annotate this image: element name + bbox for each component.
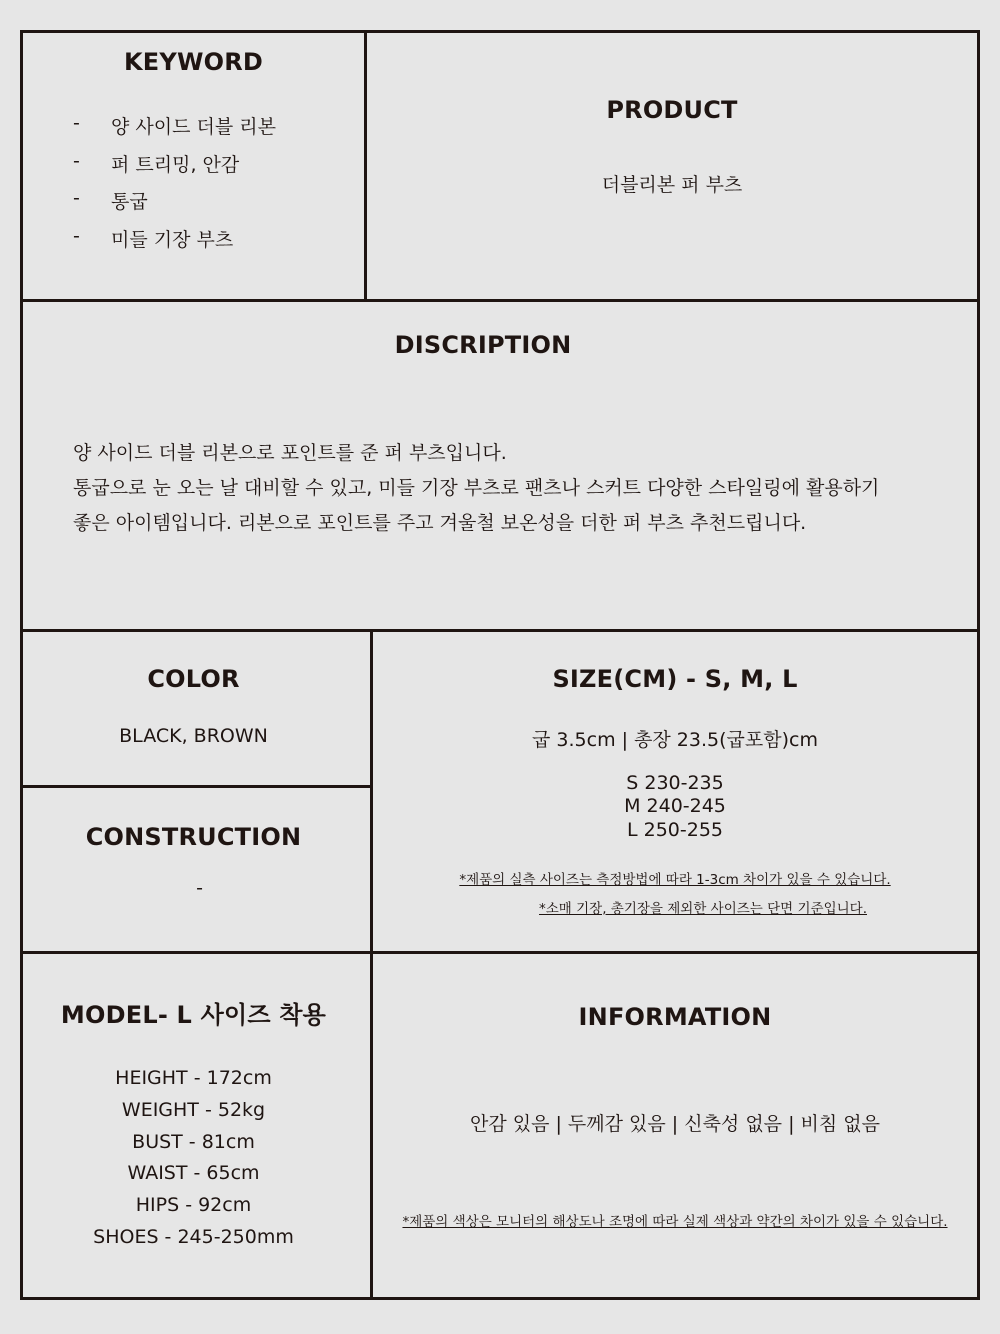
model-section	[23, 954, 370, 1297]
color-value: BLACK, BROWN	[119, 725, 268, 747]
size-note: *소매 기장, 총기장을 제외한 사이즈는 단면 기준입니다.	[539, 901, 867, 917]
model-row: BUST - 81cm	[132, 1131, 255, 1153]
description-section	[23, 302, 977, 629]
color-section	[23, 632, 370, 785]
information-section	[373, 954, 977, 1297]
product-info-sheet	[20, 30, 980, 1300]
construction-title: CONSTRUCTION	[85, 823, 302, 851]
product-title: PRODUCT	[606, 96, 738, 124]
description-line: 통굽으로 눈 오는 날 대비할 수 있고, 미들 기장 부츠로 팬츠나 스커트 다양한 스타일링에 활용하기	[73, 477, 880, 499]
information-value: 안감 있음 | 두께감 있음 | 신축성 없음 | 비침 없음	[470, 1113, 880, 1135]
size-spec: 굽 3.5cm | 총장 23.5(굽포함)cm	[532, 729, 818, 751]
model-row: SHOES - 245-250mm	[93, 1226, 294, 1248]
product-section	[367, 33, 977, 299]
description-line: 양 사이드 더블 리본으로 포인트를 준 퍼 부츠입니다.	[73, 442, 507, 464]
description-line: 좋은 아이템입니다. 리본으로 포인트를 주고 겨울철 보온성을 더한 퍼 부츠 추천드립니다.	[73, 512, 807, 534]
model-row: HIPS - 92cm	[135, 1194, 252, 1216]
information-note: *제품의 색상은 모니터의 해상도나 조명에 따라 실제 색상과 약간의 차이가 있을 수 있습니다.	[402, 1214, 948, 1230]
construction-value: -	[196, 877, 203, 899]
size-row: M 240-245	[624, 795, 726, 817]
product-name: 더블리본 퍼 부츠	[601, 174, 743, 196]
size-title: SIZE(CM) - S, M, L	[552, 665, 798, 693]
model-row: HEIGHT - 172cm	[115, 1067, 272, 1089]
keyword-title: KEYWORD	[123, 48, 264, 76]
color-title: COLOR	[147, 665, 240, 693]
model-row: WEIGHT - 52kg	[121, 1099, 266, 1121]
size-note: *제품의 실측 사이즈는 측정방법에 따라 1-3cm 차이가 있을 수 있습니다.	[459, 872, 891, 888]
information-title: INFORMATION	[578, 1003, 772, 1031]
size-section	[373, 632, 977, 951]
size-row: S 230-235	[626, 772, 724, 794]
size-row: L 250-255	[626, 819, 723, 841]
keyword-section: KEYWORD - 양 사이드 더블 리본 - 퍼 트리밍, 안감 - 통굽 - 미들 기장 부츠	[23, 33, 364, 299]
model-title: MODEL- L 사이즈 착용	[60, 1001, 327, 1029]
model-row: WAIST - 65cm	[127, 1162, 260, 1184]
description-title: DISCRIPTION	[394, 331, 572, 359]
construction-section	[23, 788, 370, 951]
